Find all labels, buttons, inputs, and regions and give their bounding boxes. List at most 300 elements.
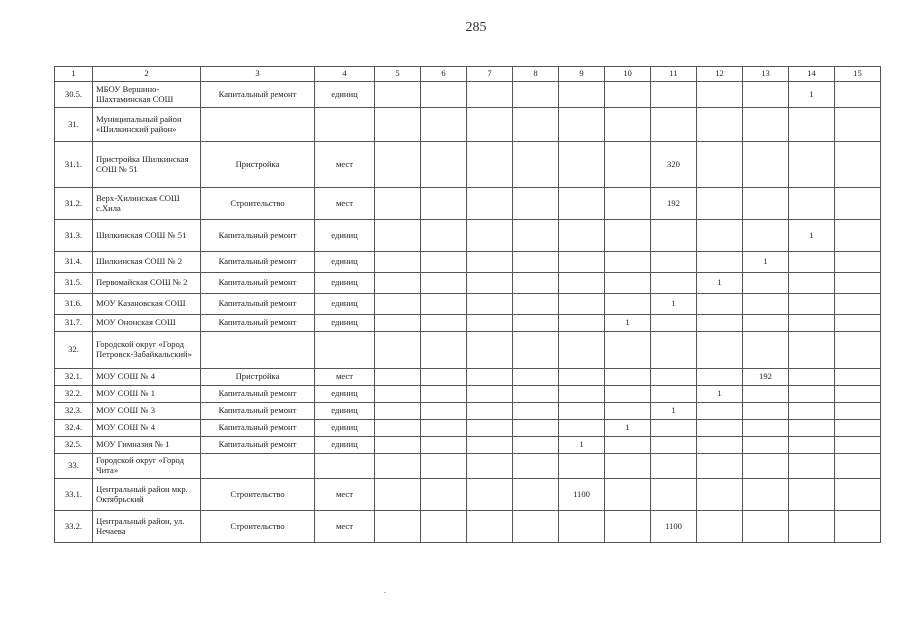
value-cell [835,108,881,142]
value-cell [467,332,513,369]
value-cell [651,108,697,142]
value-cell [513,220,559,252]
work-type-cell: Пристройка [201,142,315,188]
table-row [55,82,881,108]
header-row [55,67,881,82]
value-cell: 192 [743,369,789,386]
value-cell [467,273,513,294]
value-cell [559,332,605,369]
row-number-cell: 32.4. [55,420,93,437]
value-cell [605,369,651,386]
unit-cell: единиц [315,315,375,332]
value-cell [375,386,421,403]
value-cell [651,437,697,454]
unit-cell [315,332,375,369]
value-cell [835,437,881,454]
row-number-cell: 31.3. [55,220,93,252]
unit-cell [315,454,375,479]
value-cell [467,437,513,454]
value-cell [835,188,881,220]
object-name-cell: МОУ СОШ № 4 [93,369,201,386]
value-cell [559,386,605,403]
value-cell [835,220,881,252]
row-number-cell: 32. [55,332,93,369]
unit-cell: единиц [315,386,375,403]
object-name-cell: Центральный район, ул. Нечаева [93,511,201,543]
value-cell [513,369,559,386]
table-row [55,437,881,454]
value-cell [605,454,651,479]
value-cell [835,454,881,479]
table-row [55,252,881,273]
value-cell [651,386,697,403]
row-number-cell: 33. [55,454,93,479]
object-name-cell: МОУ СОШ № 1 [93,386,201,403]
work-type-cell: Капитальный ремонт [201,437,315,454]
object-name-cell: Городской округ «Город Чита» [93,454,201,479]
value-cell [789,420,835,437]
table-row [55,315,881,332]
table-row [55,420,881,437]
work-type-cell: Капитальный ремонт [201,403,315,420]
work-type-cell: Капитальный ремонт [201,386,315,403]
column-header: 2 [93,67,201,82]
value-cell [375,454,421,479]
value-cell [513,437,559,454]
value-cell [375,437,421,454]
value-cell [697,252,743,273]
value-cell [605,403,651,420]
value-cell [651,454,697,479]
table-row [55,108,881,142]
value-cell [559,142,605,188]
value-cell [651,82,697,108]
value-cell [743,315,789,332]
unit-cell: единиц [315,403,375,420]
table-row [55,403,881,420]
value-cell [743,294,789,315]
row-number-cell: 32.5. [55,437,93,454]
value-cell [651,479,697,511]
column-header: 11 [651,67,697,82]
value-cell [559,188,605,220]
value-cell [467,315,513,332]
value-cell [743,403,789,420]
object-name-cell: Муниципальный район «Шилкинский район» [93,108,201,142]
value-cell [467,454,513,479]
unit-cell: единиц [315,220,375,252]
value-cell [835,403,881,420]
value-cell [697,511,743,543]
object-name-cell: Шилкинская СОШ № 2 [93,252,201,273]
value-cell [421,294,467,315]
row-number-cell: 31.7. [55,315,93,332]
value-cell [789,511,835,543]
value-cell [513,315,559,332]
unit-cell: единиц [315,82,375,108]
work-type-cell: Строительство [201,511,315,543]
value-cell [789,369,835,386]
value-cell [559,511,605,543]
unit-cell: единиц [315,420,375,437]
column-header: 8 [513,67,559,82]
value-cell [605,188,651,220]
object-name-cell: МБОУ Вершино-Шахтаминская СОШ [93,82,201,108]
work-type-cell: Капитальный ремонт [201,252,315,273]
value-cell [651,420,697,437]
table-row [55,294,881,315]
value-cell [789,273,835,294]
value-cell [605,332,651,369]
column-header: 14 [789,67,835,82]
work-type-cell: Капитальный ремонт [201,82,315,108]
value-cell [421,386,467,403]
value-cell [697,437,743,454]
object-name-cell: МОУ Гимназия № 1 [93,437,201,454]
value-cell [467,479,513,511]
value-cell [559,108,605,142]
value-cell [375,188,421,220]
value-cell [789,188,835,220]
value-cell [697,294,743,315]
value-cell [559,369,605,386]
column-header: 15 [835,67,881,82]
unit-cell: мест [315,511,375,543]
value-cell [467,108,513,142]
value-cell: 1100 [559,479,605,511]
value-cell [513,142,559,188]
unit-cell: единиц [315,294,375,315]
value-cell [789,479,835,511]
value-cell [421,420,467,437]
value-cell [743,332,789,369]
value-cell [375,403,421,420]
column-header: 6 [421,67,467,82]
object-name-cell: МОУ СОШ № 3 [93,403,201,420]
work-type-cell: Строительство [201,479,315,511]
value-cell [835,142,881,188]
object-name-cell: Пристройка Шилкинская СОШ № 51 [93,142,201,188]
row-number-cell: 31.2. [55,188,93,220]
value-cell [835,273,881,294]
value-cell [375,420,421,437]
value-cell: 320 [651,142,697,188]
value-cell [697,369,743,386]
value-cell [513,294,559,315]
value-cell [835,332,881,369]
value-cell [421,315,467,332]
column-header: 13 [743,67,789,82]
table-row [55,142,881,188]
value-cell [513,420,559,437]
unit-cell: единиц [315,437,375,454]
row-number-cell: 31. [55,108,93,142]
value-cell [421,332,467,369]
value-cell [697,403,743,420]
value-cell [651,273,697,294]
value-cell [421,437,467,454]
value-cell: 1 [651,403,697,420]
value-cell: 1100 [651,511,697,543]
value-cell [467,188,513,220]
unit-cell [315,108,375,142]
value-cell [835,369,881,386]
row-number-cell: 31.5. [55,273,93,294]
table-row [55,479,881,511]
value-cell [651,252,697,273]
object-name-cell: Городской округ «Город Петровск-Забайкальский» [93,332,201,369]
value-cell [513,273,559,294]
value-cell [559,273,605,294]
value-cell [467,511,513,543]
value-cell [421,454,467,479]
unit-cell: мест [315,142,375,188]
value-cell [605,479,651,511]
value-cell [559,420,605,437]
object-name-cell: МОУ Казановская СОШ [93,294,201,315]
work-type-cell [201,108,315,142]
value-cell: 192 [651,188,697,220]
value-cell [789,437,835,454]
value-cell [513,454,559,479]
value-cell [835,420,881,437]
work-type-cell: Пристройка [201,369,315,386]
page-number: 285 [465,20,487,35]
value-cell [743,188,789,220]
value-cell [375,369,421,386]
value-cell [605,273,651,294]
value-cell [789,252,835,273]
value-cell [375,479,421,511]
scan-mark [384,592,386,593]
column-header: 9 [559,67,605,82]
value-cell [835,252,881,273]
table-row [55,454,881,479]
work-type-cell [201,454,315,479]
value-cell [651,369,697,386]
value-cell [605,108,651,142]
value-cell [375,82,421,108]
value-cell [743,420,789,437]
value-cell [375,294,421,315]
work-type-cell: Капитальный ремонт [201,420,315,437]
value-cell [697,220,743,252]
value-cell [743,479,789,511]
value-cell: 1 [605,420,651,437]
value-cell [513,252,559,273]
value-cell [789,454,835,479]
table-row [55,220,881,252]
value-cell [697,479,743,511]
value-cell [605,252,651,273]
value-cell [467,369,513,386]
value-cell [697,332,743,369]
table-row [55,511,881,543]
row-number-cell: 32.3. [55,403,93,420]
value-cell [467,420,513,437]
row-number-cell: 33.1. [55,479,93,511]
value-cell: 1 [743,252,789,273]
unit-cell: мест [315,479,375,511]
object-name-cell: Верх-Хилинская СОШ с.Хила [93,188,201,220]
work-type-cell: Капитальный ремонт [201,315,315,332]
object-name-cell: Шилкинская СОШ № 51 [93,220,201,252]
value-cell [605,82,651,108]
value-cell [375,252,421,273]
unit-cell: единиц [315,252,375,273]
value-cell [697,454,743,479]
value-cell: 1 [789,220,835,252]
value-cell [467,252,513,273]
column-header: 12 [697,67,743,82]
value-cell [513,403,559,420]
value-cell [835,315,881,332]
value-cell [467,82,513,108]
row-number-cell: 32.1. [55,369,93,386]
value-cell [421,479,467,511]
value-cell [743,386,789,403]
value-cell [559,220,605,252]
column-header: 4 [315,67,375,82]
row-number-cell: 30.5. [55,82,93,108]
value-cell [421,369,467,386]
value-cell [375,273,421,294]
investment-table [54,66,881,543]
value-cell [559,454,605,479]
value-cell [605,386,651,403]
table-row [55,273,881,294]
value-cell [605,220,651,252]
value-cell [743,220,789,252]
value-cell: 1 [651,294,697,315]
value-cell [421,252,467,273]
value-cell [559,294,605,315]
value-cell [421,403,467,420]
value-cell [421,108,467,142]
value-cell [421,188,467,220]
value-cell [651,332,697,369]
value-cell [559,315,605,332]
value-cell: 1 [697,273,743,294]
value-cell [743,142,789,188]
work-type-cell: Капитальный ремонт [201,220,315,252]
table-row [55,188,881,220]
row-number-cell: 32.2. [55,386,93,403]
column-header: 10 [605,67,651,82]
unit-cell: единиц [315,273,375,294]
value-cell [559,252,605,273]
object-name-cell: Центральный район мкр. Октябрьский [93,479,201,511]
value-cell [559,403,605,420]
value-cell [651,220,697,252]
value-cell [375,511,421,543]
work-type-cell: Капитальный ремонт [201,273,315,294]
value-cell [697,82,743,108]
row-number-cell: 33.2. [55,511,93,543]
value-cell [559,82,605,108]
value-cell [835,294,881,315]
table-row [55,386,881,403]
column-header: 1 [55,67,93,82]
value-cell [835,82,881,108]
work-type-cell: Строительство [201,188,315,220]
value-cell [697,188,743,220]
value-cell [605,437,651,454]
object-name-cell: МОУ Ононская СОШ [93,315,201,332]
value-cell: 1 [789,82,835,108]
value-cell [743,108,789,142]
value-cell [743,82,789,108]
value-cell [421,82,467,108]
value-cell: 1 [559,437,605,454]
value-cell: 1 [697,386,743,403]
row-number-cell: 31.4. [55,252,93,273]
value-cell [743,454,789,479]
value-cell [513,511,559,543]
value-cell [697,142,743,188]
value-cell [743,511,789,543]
value-cell [513,82,559,108]
value-cell [697,315,743,332]
value-cell [697,420,743,437]
value-cell [375,108,421,142]
value-cell [789,386,835,403]
unit-cell: мест [315,188,375,220]
value-cell [467,142,513,188]
value-cell [789,108,835,142]
work-type-cell [201,332,315,369]
value-cell [513,108,559,142]
value-cell [375,220,421,252]
value-cell [513,479,559,511]
value-cell [697,108,743,142]
value-cell [421,220,467,252]
value-cell [605,294,651,315]
value-cell [605,142,651,188]
value-cell [421,511,467,543]
object-name-cell: Первомайская СОШ № 2 [93,273,201,294]
row-number-cell: 31.1. [55,142,93,188]
value-cell [743,437,789,454]
value-cell [835,479,881,511]
value-cell [835,511,881,543]
table-row [55,332,881,369]
value-cell [375,315,421,332]
value-cell: 1 [605,315,651,332]
value-cell [467,386,513,403]
value-cell [375,142,421,188]
value-cell [605,511,651,543]
value-cell [743,273,789,294]
value-cell [421,273,467,294]
work-type-cell: Капитальный ремонт [201,294,315,315]
value-cell [467,403,513,420]
object-name-cell: МОУ СОШ № 4 [93,420,201,437]
column-header: 3 [201,67,315,82]
value-cell [789,315,835,332]
value-cell [789,332,835,369]
value-cell [513,386,559,403]
column-header: 5 [375,67,421,82]
value-cell [467,220,513,252]
value-cell [421,142,467,188]
value-cell [789,294,835,315]
value-cell [375,332,421,369]
value-cell [789,142,835,188]
table-row [55,369,881,386]
value-cell [467,294,513,315]
row-number-cell: 31.6. [55,294,93,315]
